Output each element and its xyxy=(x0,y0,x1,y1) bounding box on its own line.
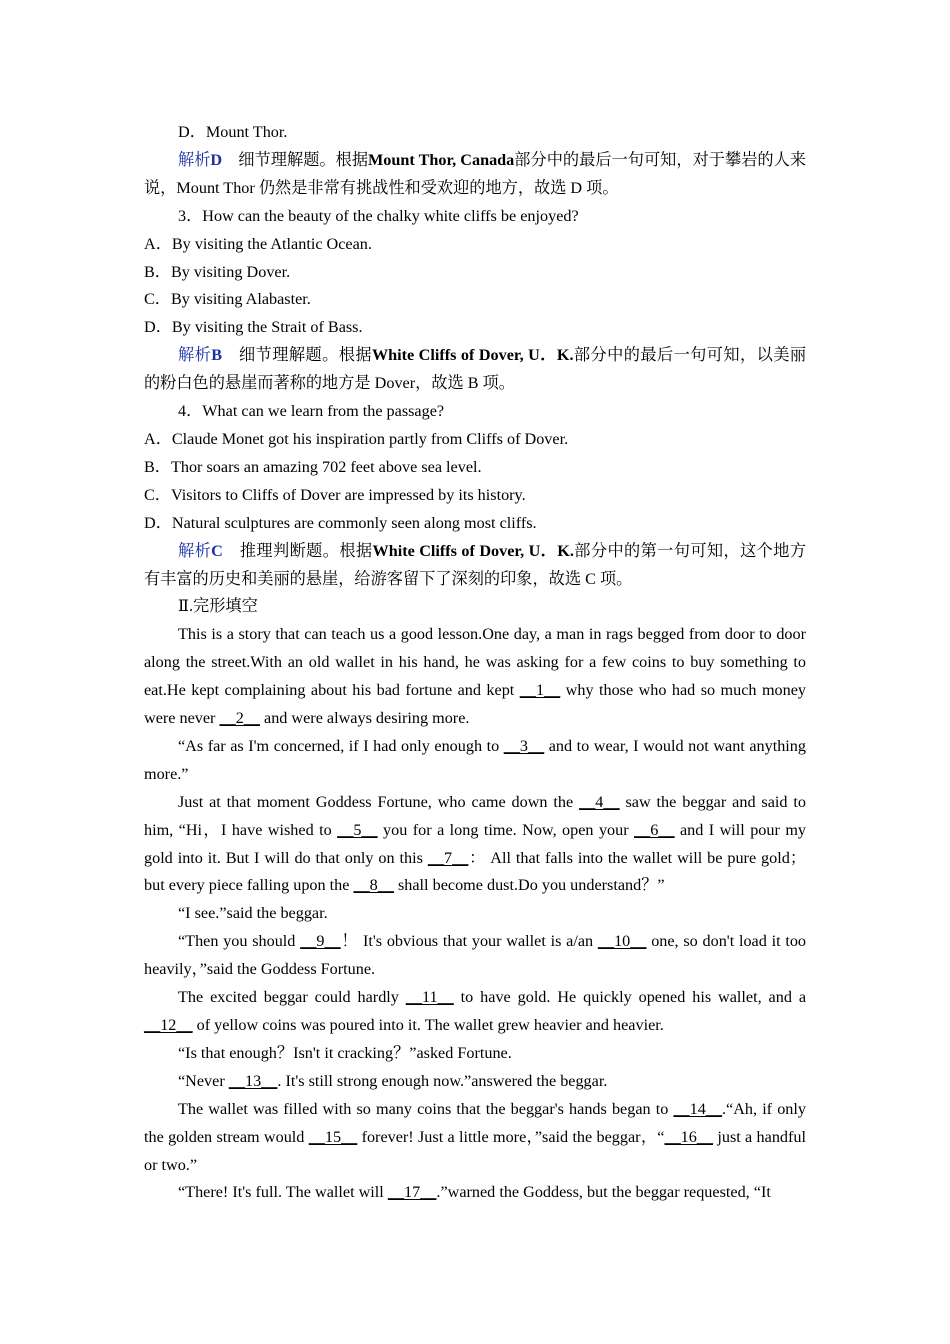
passage-text: saw the beggar and said to him, “Hi，I have wished to xyxy=(144,792,806,839)
cloze-paragraph xyxy=(144,1096,806,1180)
analysis-reference: White Cliffs of Dover, U．K. xyxy=(371,346,574,365)
passage-text: forever! Just a little more，”said the beggar，“ xyxy=(357,1127,665,1146)
cloze-blank-15: __15__ xyxy=(308,1127,358,1146)
analysis-text: 推理判断题。根据 xyxy=(222,541,373,560)
analysis-text: 部分中的最后一句可知，对于攀岩的人来说，Mount Thor 仍然是非常有挑战性和受欢迎的地方，故选 D 项。 xyxy=(144,150,807,197)
cloze-blank-10: __10__ xyxy=(597,932,647,951)
cloze-paragraph xyxy=(144,621,806,733)
analysis-answer: B xyxy=(211,346,223,365)
q2-option-d: D．Mount Thor. xyxy=(178,123,288,141)
passage-text: . It's still strong enough now.”answered the beggar. xyxy=(277,1071,608,1090)
cloze-paragraph xyxy=(144,733,806,789)
document-page xyxy=(144,119,806,1207)
passage-text: of yellow coins was poured into it. The wallet grew heavier and heavier. xyxy=(192,1016,664,1034)
analysis-label: 解析 xyxy=(178,346,212,365)
passage-text: .“Ah, if only the golden stream would xyxy=(144,1099,806,1146)
passage-text: one, so don't load it too heavily，”said the Goddess Fortune. xyxy=(144,932,807,979)
cloze-blank-2: __2__ xyxy=(219,709,260,728)
passage-text: “Never xyxy=(178,1071,229,1090)
passage-text: just a handful or two.” xyxy=(144,1127,807,1174)
cloze-blank-1: __1__ xyxy=(519,681,561,700)
cloze-blank-14: __14__ xyxy=(673,1099,722,1118)
passage-text: The excited beggar could hardly xyxy=(178,988,406,1007)
passage-text: “There! It's full. The wallet will xyxy=(178,1183,388,1202)
cloze-blank-17: __17__ xyxy=(387,1183,437,1202)
cloze-paragraph: “Is that enough？Isn't it cracking？”asked Fortune. xyxy=(178,1043,512,1062)
passage-text: and were always desiring more. xyxy=(259,709,470,728)
passage-text: “As far as I'm concerned, if I had only enough to xyxy=(178,736,504,755)
q4-option-c: C．Visitors to Cliffs of Dover are impressed by its history. xyxy=(144,485,526,504)
cloze-blank-11: __11__ xyxy=(405,988,454,1007)
q4-option-b: B．Thor soars an amazing 702 feet above sea level. xyxy=(144,457,482,476)
q3-analysis xyxy=(144,342,806,398)
cloze-paragraph xyxy=(144,1068,806,1096)
passage-text: ： All that falls into the wallet will be pure gold；but every piece falling upon the xyxy=(144,848,807,895)
cloze-blank-8: __8__ xyxy=(353,876,394,895)
cloze-blank-6: __6__ xyxy=(634,820,675,839)
passage-text: “Then you should xyxy=(178,932,301,951)
analysis-reference: White Cliffs of Dover, U．K. xyxy=(372,541,574,560)
analysis-label: 解析 xyxy=(178,150,211,169)
analysis-text: 细节理解题。根据 xyxy=(222,346,372,365)
analysis-text: 部分中的第一句可知，这个地方有丰富的历史和美丽的悬崖，给游客留下了深刻的印象，故选 C 项。 xyxy=(144,541,807,588)
analysis-text: 细节理解题。根据 xyxy=(222,150,369,169)
cloze-blank-13: __13__ xyxy=(228,1071,278,1090)
cloze-paragraph xyxy=(144,1179,806,1207)
passage-text: to have gold. He quickly opened his wallet, and a xyxy=(453,988,807,1007)
passage-text: shall become dust.Do you understand？” xyxy=(393,876,665,895)
cloze-blank-3: __3__ xyxy=(503,736,545,755)
cloze-blank-4: __4__ xyxy=(579,792,620,811)
q4-stem: 4．What can we learn from the passage? xyxy=(178,402,445,421)
q4-option-d: D．Natural sculptures are commonly seen along most cliffs. xyxy=(144,513,537,532)
analysis-text: 部分中的最后一句可知，以美丽的粉白色的悬崖而著称的地方是 Dover，故选 B 项。 xyxy=(144,346,807,393)
passage-text: and I will pour my gold into it. But I will do that only on this xyxy=(144,820,807,867)
passage-text: ！ It's obvious that your wallet is a/an xyxy=(340,932,598,951)
passage-text: you for a long time. Now, open your xyxy=(377,820,635,839)
passage-text: The wallet was filled with so many coins that the beggar's hands began to xyxy=(178,1099,674,1118)
q3-option-d: D．By visiting the Strait of Bass. xyxy=(144,318,363,337)
passage-text: .”warned the Goddess, but the beggar requested, “It xyxy=(436,1183,771,1202)
cloze-paragraph xyxy=(144,984,806,1040)
cloze-blank-5: __5__ xyxy=(337,820,378,839)
analysis-answer: D xyxy=(210,150,223,169)
analysis-answer: C xyxy=(211,541,223,560)
passage-text: This is a story that can teach us a good lesson.One day, a man in rags begged from door to door along the street.With an old wallet in his hand, he was asking for a few coins to buy something to eat.He kept complaining about his bad fortune and kept xyxy=(144,625,806,700)
analysis-label: 解析 xyxy=(178,541,212,560)
q2-analysis xyxy=(144,147,806,203)
cloze-blank-7: __7__ xyxy=(427,848,469,867)
passage-text: and to wear, I would not want anything more.” xyxy=(144,736,806,783)
q4-analysis xyxy=(144,538,806,594)
section-heading: Ⅱ.完形填空 xyxy=(178,597,258,616)
passage-text: why those who had so much money were never xyxy=(144,681,806,728)
cloze-blank-16: __16__ xyxy=(664,1127,714,1146)
cloze-paragraph xyxy=(144,789,806,901)
q3-option-c: C．By visiting Alabaster. xyxy=(144,290,311,309)
cloze-paragraph xyxy=(144,928,806,984)
analysis-reference: Mount Thor, Canada xyxy=(368,150,515,169)
q3-stem: 3．How can the beauty of the chalky white cliffs be enjoyed? xyxy=(178,206,579,225)
passage-text: Just at that moment Goddess Fortune, who came down the xyxy=(178,792,580,811)
q3-option-a: A．By visiting the Atlantic Ocean. xyxy=(144,234,372,253)
q3-option-b: B．By visiting Dover. xyxy=(144,262,291,281)
cloze-blank-12: __12__ xyxy=(144,1016,193,1034)
cloze-paragraph: “I see.”said the beggar. xyxy=(178,904,328,923)
q4-option-a: A．Claude Monet got his inspiration partly from Cliffs of Dover. xyxy=(144,429,569,448)
cloze-blank-9: __9__ xyxy=(300,932,341,951)
